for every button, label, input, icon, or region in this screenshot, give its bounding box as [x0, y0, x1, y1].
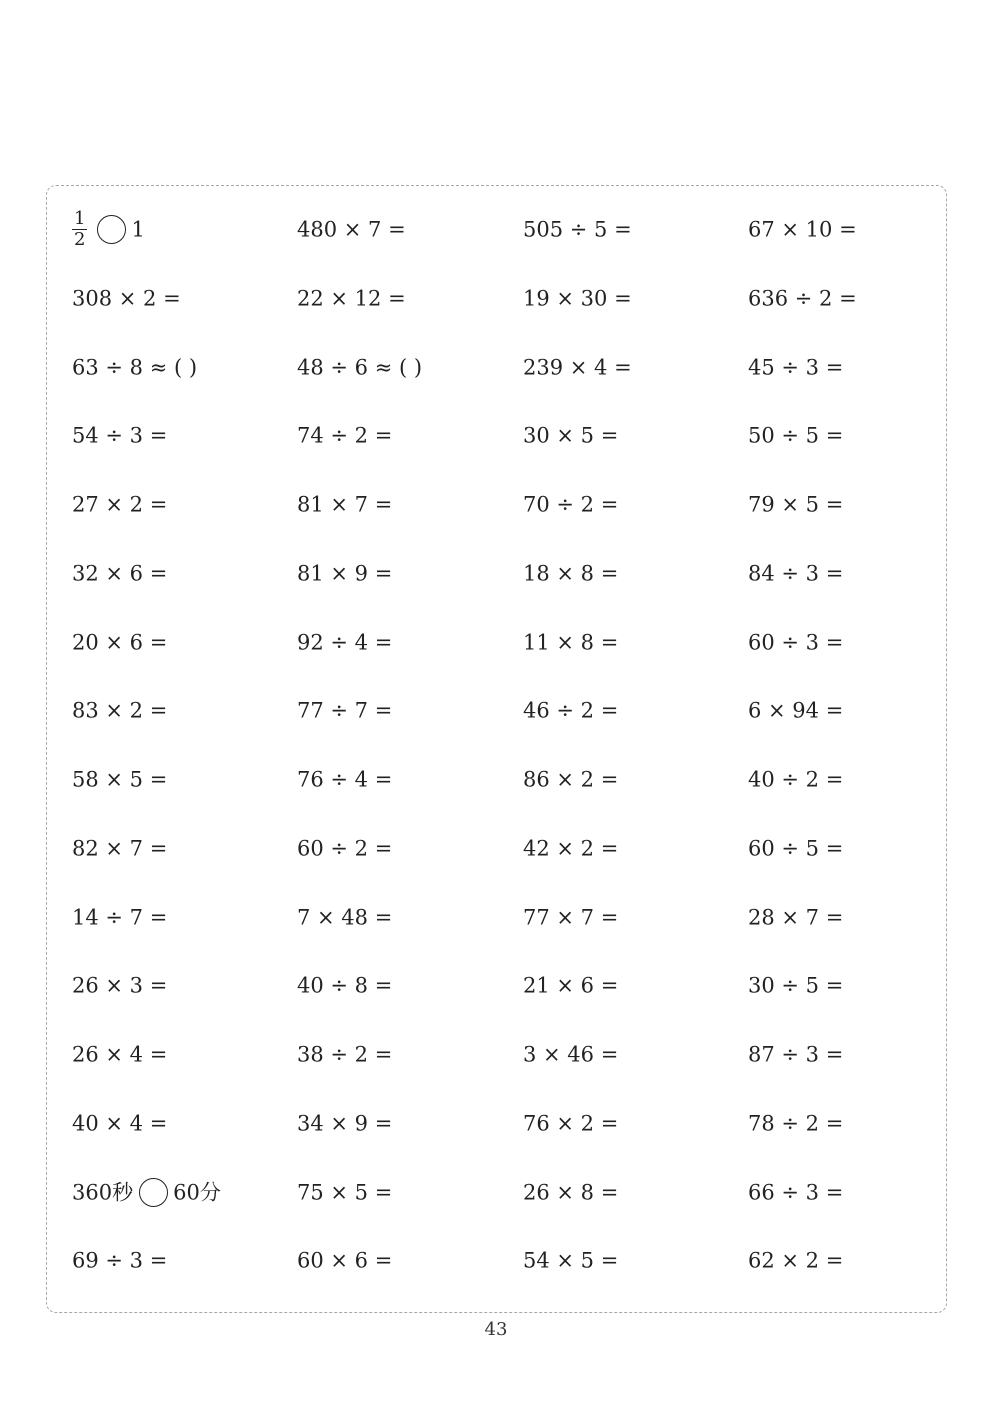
problem-cell	[297, 621, 392, 661]
problem-cell	[72, 964, 167, 1004]
problem-text: 26 × 8 =	[523, 1180, 619, 1204]
problem-cell	[748, 346, 843, 386]
problem-text: 32 × 6 =	[72, 561, 168, 586]
problem-text: 86 × 2 =	[523, 767, 619, 792]
problem-cell	[297, 1239, 392, 1279]
problem-cell	[72, 277, 181, 317]
problem-text: 45 ÷ 3 =	[748, 355, 844, 379]
problem-text: 34 × 9 =	[297, 1111, 393, 1136]
problem-text: 77 × 7 =	[523, 905, 619, 929]
problem-cell	[72, 827, 167, 867]
problem-cell	[523, 277, 632, 317]
problem-cell	[297, 208, 406, 248]
problem-cell	[72, 621, 167, 661]
problem-cell	[523, 827, 618, 867]
problem-cell	[523, 621, 618, 661]
problem-cell	[297, 758, 392, 798]
problem-cell	[72, 483, 167, 523]
problem-cell	[297, 346, 422, 386]
compare-left: 360秒	[72, 1180, 134, 1204]
problem-text: 636 ÷ 2 =	[748, 286, 857, 311]
problem-cell	[72, 414, 167, 454]
problem-cell	[297, 1033, 392, 1073]
problem-text: 38 ÷ 2 =	[297, 1042, 393, 1067]
problem-text: 76 × 2 =	[523, 1111, 619, 1136]
problem-text: 42 × 2 =	[523, 836, 619, 861]
problem-text: 20 × 6 =	[72, 630, 168, 654]
problem-text: 308 × 2 =	[72, 286, 181, 311]
problem-cell	[748, 208, 857, 248]
problem-text: 84 ÷ 3 =	[748, 561, 844, 586]
problem-text: 505 ÷ 5 =	[523, 217, 632, 242]
problem-cell	[72, 1102, 167, 1142]
problem-cell	[523, 552, 618, 592]
problem-cell	[523, 1102, 618, 1142]
problem-cell	[72, 1033, 167, 1073]
problem-text: 78 ÷ 2 =	[748, 1111, 844, 1136]
problem-text: 7 × 48 =	[297, 905, 393, 929]
problem-text: 54 × 5 =	[523, 1248, 619, 1273]
problem-text: 81 × 9 =	[297, 561, 393, 586]
problem-text: 54 ÷ 3 =	[72, 423, 168, 448]
problem-cell	[297, 414, 392, 454]
problem-cell	[297, 964, 392, 1004]
problem-cell	[748, 689, 843, 729]
problem-cell	[748, 964, 843, 1004]
problem-cell	[297, 483, 392, 523]
problem-cell	[523, 1033, 618, 1073]
problem-text: 60 ÷ 5 =	[748, 836, 844, 861]
problem-text: 28 × 7 =	[748, 905, 844, 929]
problem-text: 74 ÷ 2 =	[297, 423, 393, 448]
problem-cell	[72, 208, 145, 248]
problem-text: 76 ÷ 4 =	[297, 767, 393, 792]
problem-text: 30 ÷ 5 =	[748, 973, 844, 998]
problem-text: 21 × 6 =	[523, 973, 619, 998]
problem-cell	[523, 689, 618, 729]
problem-cell	[297, 277, 406, 317]
problem-text: 50 ÷ 5 =	[748, 423, 844, 448]
problem-cell	[523, 1171, 618, 1211]
problem-cell	[748, 414, 843, 454]
problem-text: 60 ÷ 3 =	[748, 630, 844, 654]
problem-cell	[72, 1171, 221, 1211]
problem-text: 92 ÷ 4 =	[297, 630, 393, 654]
problem-text: 480 × 7 =	[297, 217, 406, 242]
problem-text: 69 ÷ 3 =	[72, 1248, 168, 1273]
fraction	[72, 209, 87, 250]
problem-text: 40 ÷ 8 =	[297, 973, 393, 998]
problem-cell	[748, 621, 843, 661]
problem-text: 66 ÷ 3 =	[748, 1180, 844, 1204]
problem-text: 82 × 7 =	[72, 836, 168, 861]
problem-cell	[523, 208, 632, 248]
problem-text: 48 ÷ 6 ≈ ( )	[297, 355, 423, 379]
problem-cell	[748, 758, 843, 798]
problem-cell	[297, 689, 392, 729]
problem-text: 6 × 94 =	[748, 698, 844, 723]
problem-cell	[297, 552, 392, 592]
problem-cell	[297, 1171, 392, 1211]
problem-cell	[297, 1102, 392, 1142]
problem-text: 83 × 2 =	[72, 698, 168, 723]
problem-text: 40 ÷ 2 =	[748, 767, 844, 792]
problem-cell	[748, 1033, 843, 1073]
problem-text: 67 × 10 =	[748, 217, 857, 242]
problem-cell	[748, 483, 843, 523]
problem-text: 70 ÷ 2 =	[523, 492, 619, 517]
fraction-denominator: 2	[74, 229, 86, 250]
problem-text: 26 × 4 =	[72, 1042, 168, 1067]
problem-text: 19 × 30 =	[523, 286, 632, 311]
problem-text: 75 × 5 =	[297, 1180, 393, 1204]
problem-text: 27 × 2 =	[72, 492, 168, 517]
problem-cell	[523, 346, 632, 386]
problem-text: 26 × 3 =	[72, 973, 168, 998]
problem-cell	[72, 346, 197, 386]
compare-right: 1	[131, 217, 145, 242]
problem-cell	[72, 689, 167, 729]
problem-text: 30 × 5 =	[523, 423, 619, 448]
fraction-numerator: 1	[74, 208, 86, 229]
problem-text: 40 × 4 =	[72, 1111, 168, 1136]
problem-text: 3 × 46 =	[523, 1042, 619, 1067]
compare-right: 60分	[173, 1180, 221, 1204]
problem-text: 11 × 8 =	[523, 630, 619, 654]
problem-cell	[72, 758, 167, 798]
problem-cell	[748, 1102, 843, 1142]
problem-text: 87 ÷ 3 =	[748, 1042, 844, 1067]
problem-text: 60 ÷ 2 =	[297, 836, 393, 861]
problem-cell	[297, 827, 392, 867]
problem-text: 14 ÷ 7 =	[72, 905, 168, 929]
problem-text: 239 × 4 =	[523, 355, 632, 379]
problem-cell	[523, 1239, 618, 1279]
problem-text: 62 × 2 =	[748, 1248, 844, 1273]
problem-cell	[523, 896, 618, 936]
problem-cell	[72, 896, 167, 936]
problem-cell	[748, 1239, 843, 1279]
problem-text: 77 ÷ 7 =	[297, 698, 393, 723]
problem-text: 60 × 6 =	[297, 1248, 393, 1273]
problem-text: 18 × 8 =	[523, 561, 619, 586]
page-number: 43	[484, 1319, 508, 1340]
problem-cell	[297, 896, 392, 936]
problem-cell	[523, 964, 618, 1004]
problem-cell	[748, 277, 857, 317]
compare-circle-blank[interactable]	[139, 1178, 168, 1207]
problem-text: 46 ÷ 2 =	[523, 698, 619, 723]
problem-cell	[523, 758, 618, 798]
problem-text: 63 ÷ 8 ≈ ( )	[72, 355, 198, 379]
problem-text: 22 × 12 =	[297, 286, 406, 311]
problem-text: 79 × 5 =	[748, 492, 844, 517]
problem-cell	[748, 827, 843, 867]
problem-cell	[523, 414, 618, 454]
problem-cell	[748, 1171, 843, 1211]
problem-cell	[72, 1239, 167, 1279]
compare-circle-blank[interactable]	[97, 215, 126, 244]
problem-cell	[72, 552, 167, 592]
problem-text: 58 × 5 =	[72, 767, 168, 792]
problem-cell	[748, 896, 843, 936]
problem-cell	[748, 552, 843, 592]
problem-cell	[523, 483, 618, 523]
problem-text: 81 × 7 =	[297, 492, 393, 517]
